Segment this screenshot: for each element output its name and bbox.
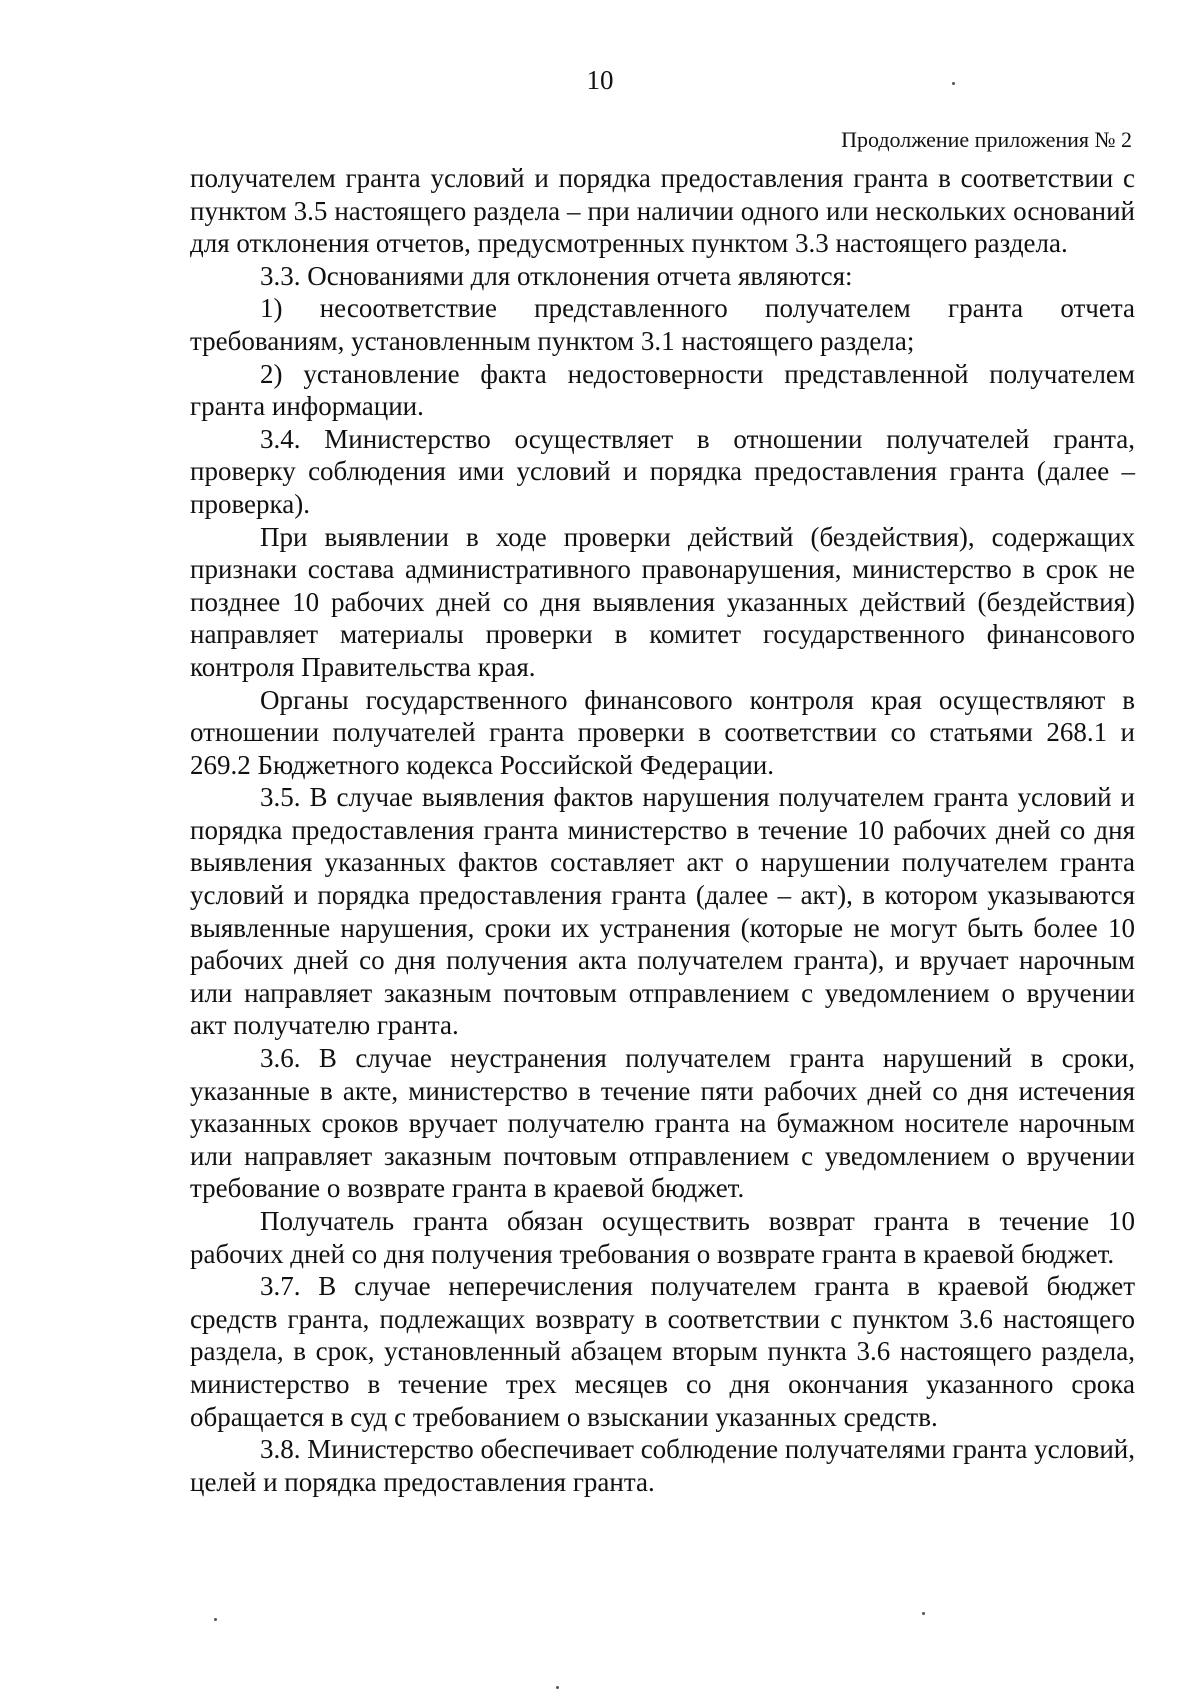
appendix-continuation-note: Продолжение приложения № 2: [841, 127, 1132, 152]
paragraph-3-5: 3.5. В случае выявления фактов нарушения получателем гранта условий и порядка предоставления гранта министерство в течение 10 рабочих дней со дня выявления указанных фактов составляет акт о нарушении получателем гранта условий и порядка предоставления гранта (далее – акт), в котором указываются выявленные нарушения, сроки их устранения (которые не могут быть более 10 рабочих дней со дня получения акта получателем гранта), и вручает нарочным или направляет заказным почтовым отправлением с уведомлением о вручении акт получателю гранта.: [190, 782, 1135, 1041]
paragraph-3-6-return: Получатель гранта обязан осуществить возврат гранта в течение 10 рабочих дней со дня получения требования о возврате гранта в краевой бюджет.: [190, 1206, 1135, 1269]
paragraph-3-3: 3.3. Основаниями для отклонения отчета являются:: [260, 260, 853, 291]
paragraph-3-6: 3.6. В случае неустранения получателем гранта нарушений в сроки, указанные в акте, министерство в течение пяти рабочих дней со дня истечения указанных сроков вручает получателю гранта на бумажном носителе нарочным или направляет заказным почтовым отправлением с уведомлением о вручении требование о возврате гранта в краевой бюджет.: [190, 1043, 1135, 1204]
scan-speck: [922, 1612, 925, 1615]
paragraph-3-7: 3.7. В случае неперечисления получателем гранта в краевой бюджет средств гранта, подлежащих возврату в соответствии с пунктом 3.6 настоящего раздела, в срок, установленный абзацем вторым пункта 3.6 настоящего раздела, министерство в течение трех месяцев со дня окончания указанного срока обращается в суд с требованием о взыскании указанных средств.: [190, 1271, 1135, 1432]
scan-speck: [952, 82, 955, 85]
paragraph-3-4-violations: При выявлении в ходе проверки действий (бездействия), содержащих признаки состава административного правонарушения, министерство в срок не позднее 10 рабочих дней со дня выявления указанных действий (бездействия) направляет материалы проверки в комитет государственного финансового контроля Правительства края.: [190, 521, 1135, 682]
paragraph-3-3-item-2: 2) установление факта недостоверности представленной получателем гранта информации.: [190, 358, 1135, 422]
paragraph-continuation: получателем гранта условий и порядка предоставления гранта в соответствии с пунктом 3.5 настоящего раздела – при наличии одного или нескольких оснований для отклонения отчетов, предусмотренных пунктом 3.3 настоящего раздела.: [190, 163, 1135, 259]
paragraph-3-4: 3.4. Министерство осуществляет в отношении получателей гранта, проверку соблюдения ими условий и порядка предоставления гранта (далее – проверка).: [190, 423, 1135, 519]
paragraph-3-3-item-1: 1) несоответствие представленного получателем гранта отчета требованиям, установленным пунктом 3.1 настоящего раздела;: [190, 293, 1135, 356]
document-body: [190, 162, 1135, 1498]
page-number: 10: [586, 65, 614, 95]
paragraph-3-8: 3.8. Министерство обеспечивает соблюдение получателями гранта условий, целей и порядка предоставления гранта.: [190, 1434, 1135, 1497]
scan-speck: [556, 1686, 559, 1689]
paragraph-3-4-control-bodies: Органы государственного финансового контроля края осуществляют в отношении получателей гранта проверки в соответствии со статьями 268.1 и 269.2 Бюджетного кодекса Российской Федерации.: [190, 684, 1135, 780]
scan-speck: [214, 1618, 217, 1621]
